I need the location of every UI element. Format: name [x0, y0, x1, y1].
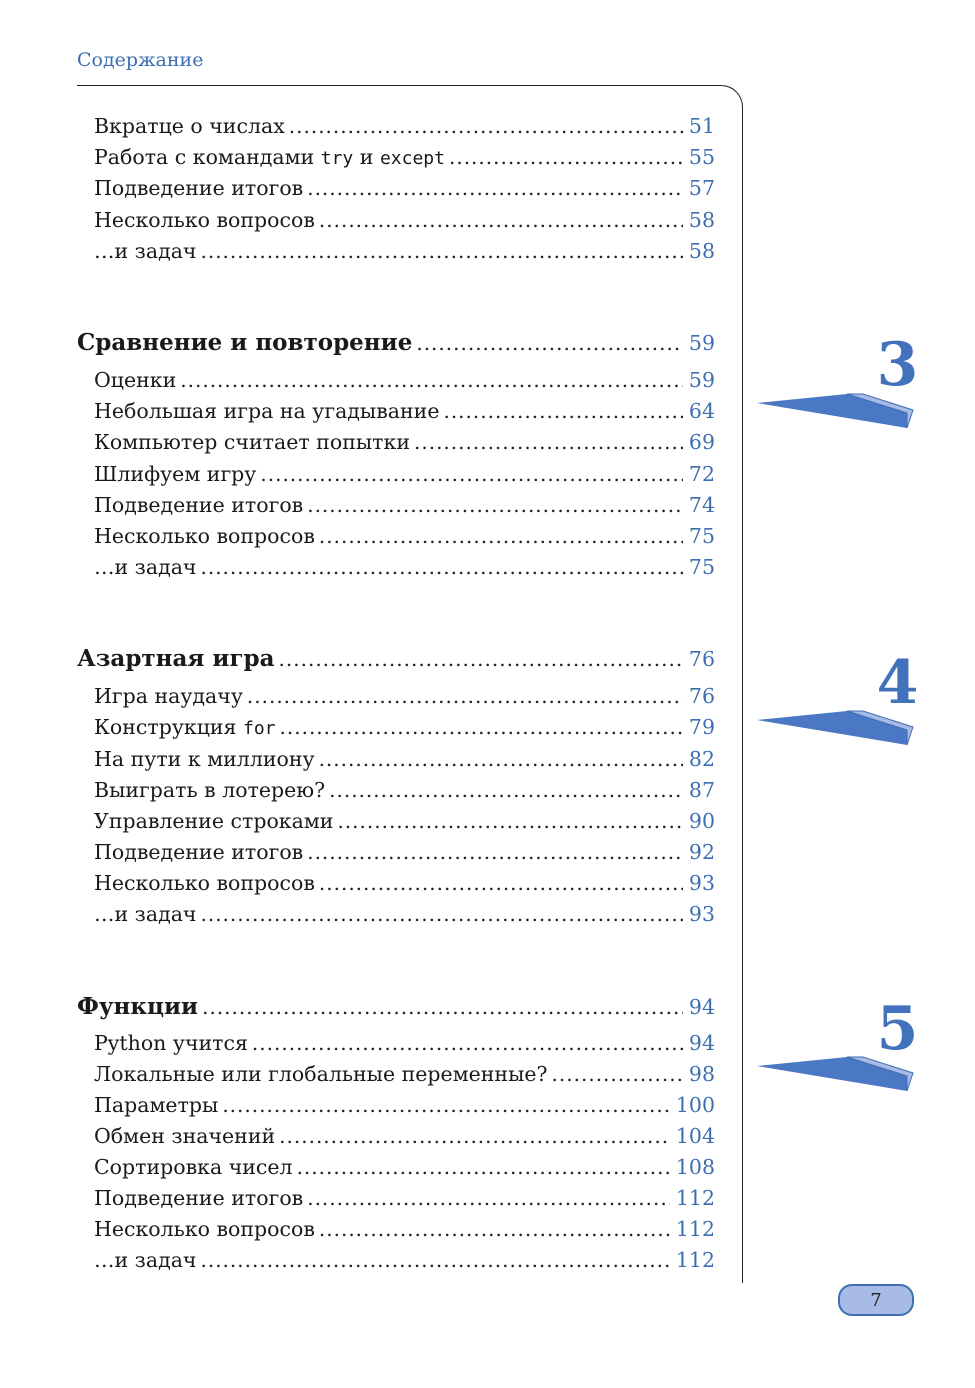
page-number-badge: 7 [838, 1284, 914, 1316]
toc-entry-label: Локальные или глобальные переменные? [94, 1062, 548, 1086]
toc-entry-page: 51 [688, 114, 715, 138]
code-keyword: except [379, 148, 445, 169]
leader-dots [319, 871, 683, 895]
chapter-page: 94 [688, 995, 715, 1019]
toc-entry-label: Несколько вопросов [94, 208, 315, 232]
toc-entry[interactable] [94, 715, 715, 743]
toc-entry-label: Компьютер считает попытки [94, 430, 410, 454]
chapter-number-3: 3 [876, 330, 919, 400]
toc-entry[interactable] [94, 1062, 715, 1090]
toc-entry[interactable] [94, 902, 715, 930]
toc-entry[interactable] [94, 1155, 715, 1183]
leader-dots [247, 684, 683, 708]
leader-dots [552, 1062, 683, 1086]
chapter-page: 59 [688, 331, 715, 355]
leader-dots [319, 208, 683, 232]
leader-dots [307, 840, 683, 864]
toc-entry-page: 58 [688, 239, 715, 263]
running-header: Содержание [77, 49, 204, 71]
toc-entry[interactable] [94, 493, 715, 521]
chapter-number-5: 5 [876, 994, 919, 1064]
toc-entry[interactable] [94, 747, 715, 775]
toc-entry[interactable] [94, 524, 715, 552]
toc-entry-page: 93 [688, 871, 715, 895]
leader-dots [449, 145, 683, 169]
toc-entry[interactable] [94, 555, 715, 583]
toc-entry-page: 75 [688, 524, 715, 548]
leader-dots [289, 114, 683, 138]
toc-entry-page: 90 [688, 809, 715, 833]
chapter-title: Функции [77, 993, 199, 1020]
leader-dots [252, 1031, 683, 1055]
toc-entry[interactable] [94, 1093, 715, 1121]
toc-entry[interactable] [94, 208, 715, 236]
leader-dots [260, 462, 683, 486]
chapter-heading[interactable] [77, 993, 715, 1021]
toc-entry-page: 64 [688, 399, 715, 423]
toc-entry-page: 108 [675, 1155, 715, 1179]
toc-entry[interactable] [94, 114, 715, 142]
toc-entry[interactable] [94, 430, 715, 458]
toc-entry-label: Подведение итогов [94, 1186, 304, 1210]
toc-entry-label: …и задач [94, 239, 197, 263]
leader-dots [279, 647, 683, 671]
toc-entry-label: Работа с командами try и except [94, 145, 445, 169]
toc-entry[interactable] [94, 1031, 715, 1059]
toc-entry-label: Управление строками [94, 809, 334, 833]
toc-entry-page: 69 [688, 430, 715, 454]
toc-entry-label: На пути к миллиону [94, 747, 315, 771]
toc-entry-page: 76 [688, 684, 715, 708]
toc-entry[interactable] [94, 778, 715, 806]
toc-entry-page: 59 [688, 368, 715, 392]
leader-dots [443, 399, 682, 423]
toc-entry-page: 82 [688, 747, 715, 771]
leader-dots [279, 1124, 670, 1148]
toc-entry[interactable] [94, 1186, 715, 1214]
toc-entry-page: 112 [675, 1186, 715, 1210]
chapter-tab-icon [755, 709, 920, 749]
toc-entry-label: Игра наудачу [94, 684, 243, 708]
toc-entry[interactable] [94, 1217, 715, 1245]
leader-dots [200, 239, 682, 263]
toc-entry-label: Подведение итогов [94, 840, 304, 864]
toc-entry-label: Небольшая игра на угадывание [94, 399, 440, 423]
leader-dots [319, 1217, 670, 1241]
chapter-title: Азартная игра [77, 645, 275, 672]
toc-entry-label: Обмен значений [94, 1124, 276, 1148]
toc-entry-label: Конструкция for [94, 715, 276, 739]
leader-dots [202, 995, 683, 1019]
toc-entry[interactable] [94, 1248, 715, 1276]
toc-entry-label: Несколько вопросов [94, 1217, 315, 1241]
toc-entry[interactable] [94, 145, 715, 173]
toc-entry-page: 93 [688, 902, 715, 926]
toc-entry[interactable] [94, 239, 715, 267]
chapter-number-4: 4 [876, 648, 919, 718]
leader-dots [297, 1155, 670, 1179]
toc-entry-page: 75 [688, 555, 715, 579]
leader-dots [307, 493, 683, 517]
toc-entry-label: Несколько вопросов [94, 524, 315, 548]
toc-entry-page: 79 [688, 715, 715, 739]
leader-dots [200, 555, 682, 579]
code-keyword: for [243, 718, 276, 739]
toc-entry-label: Вкратце о числах [94, 114, 285, 138]
leader-dots [337, 809, 682, 833]
chapter-tab-icon [755, 392, 920, 432]
chapter-page: 76 [688, 647, 715, 671]
toc-entry[interactable] [94, 840, 715, 868]
toc-entry-label: Несколько вопросов [94, 871, 315, 895]
toc-entry[interactable] [94, 462, 715, 490]
toc-entry-page: 98 [688, 1062, 715, 1086]
leader-dots [307, 1186, 670, 1210]
leader-dots [329, 778, 683, 802]
leader-dots [180, 368, 683, 392]
leader-dots [280, 715, 683, 739]
toc-entry-label: Python учится [94, 1031, 248, 1055]
toc-entry-label: Сортировка чисел [94, 1155, 293, 1179]
leader-dots [319, 524, 683, 548]
chapter-tab-icon [755, 1055, 920, 1095]
toc-entry-page: 100 [675, 1093, 715, 1117]
toc-entry-label: Выиграть в лотерею? [94, 778, 326, 802]
toc-entry-page: 87 [688, 778, 715, 802]
chapter-heading[interactable] [77, 645, 715, 673]
toc-entry-label: Оценки [94, 368, 177, 392]
toc-entry-page: 112 [675, 1248, 715, 1272]
toc-entry-label: Подведение итогов [94, 493, 304, 517]
toc-entry[interactable] [94, 684, 715, 712]
toc-entry-page: 104 [675, 1124, 715, 1148]
leader-dots [200, 902, 682, 926]
toc-entry[interactable] [94, 809, 715, 837]
toc-entry[interactable] [94, 368, 715, 396]
leader-dots [414, 430, 683, 454]
leader-dots [319, 747, 683, 771]
toc-entry-page: 58 [688, 208, 715, 232]
leader-dots [222, 1093, 670, 1117]
leader-dots [307, 176, 683, 200]
toc-entry-page: 57 [688, 176, 715, 200]
toc-entry-page: 74 [688, 493, 715, 517]
chapter-heading[interactable] [77, 329, 715, 357]
toc-entry-page: 55 [688, 145, 715, 169]
toc-entry-label: Шлифуем игру [94, 462, 257, 486]
toc-entry[interactable] [94, 399, 715, 427]
leader-dots [200, 1248, 669, 1272]
toc-entry-page: 94 [688, 1031, 715, 1055]
toc-entry-label: Подведение итогов [94, 176, 304, 200]
toc-entry-label: …и задач [94, 555, 197, 579]
toc-entry-page: 92 [688, 840, 715, 864]
toc-entry-label: Параметры [94, 1093, 219, 1117]
chapter-title: Сравнение и повторение [77, 329, 413, 356]
toc-entry-page: 72 [688, 462, 715, 486]
toc-entry-label: …и задач [94, 902, 197, 926]
toc-entry[interactable] [94, 871, 715, 899]
leader-dots [416, 331, 683, 355]
toc-entry-page: 112 [675, 1217, 715, 1241]
code-keyword: try [320, 148, 354, 169]
toc-entry[interactable] [94, 1124, 715, 1152]
toc-entry-label: …и задач [94, 1248, 197, 1272]
toc-entry[interactable] [94, 176, 715, 204]
